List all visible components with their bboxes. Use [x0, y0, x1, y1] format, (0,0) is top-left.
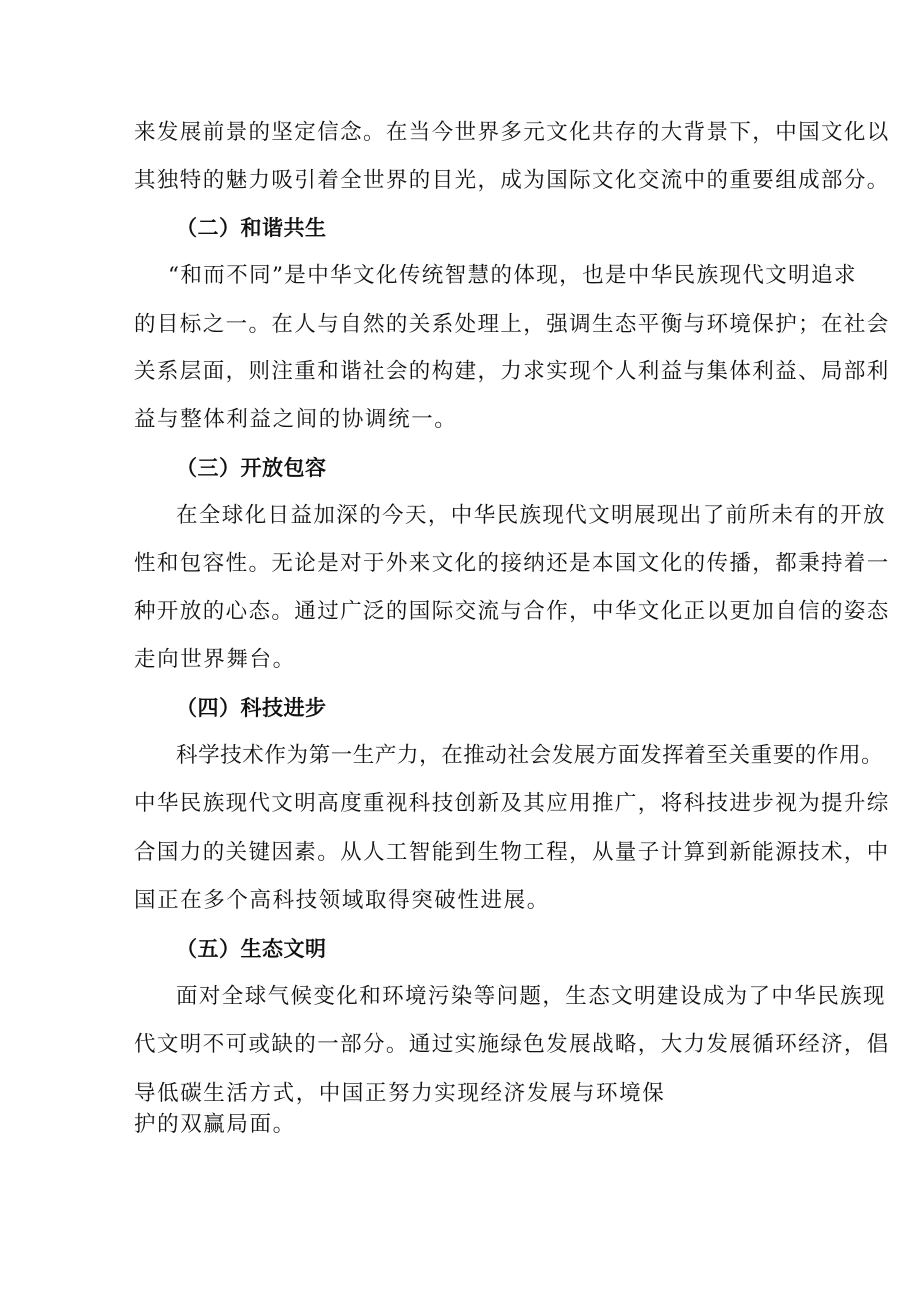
paragraph-line: “和而不同”是中华文化传统智慧的体现，也是中华民族现代文明追求	[168, 263, 857, 288]
paragraph-line: 面对全球气候变化和环境污染等问题，生态文明建设成为了中华民族现	[176, 984, 886, 1009]
section-heading-ecology: （五）生态文明	[176, 936, 327, 961]
paragraph-line: 性和包容性。无论是对于外来文化的接纳还是本国文化的传播，都秉持着一	[134, 551, 890, 576]
section-heading-openness: （三）开放包容	[176, 455, 327, 480]
paragraph-line: 合国力的关键因素。从人工智能到生物工程，从量子计算到新能源技术，中	[134, 840, 890, 865]
paragraph-line: 科学技术作为第一生产力，在推动社会发展方面发挥着至关重要的作用。	[176, 743, 884, 768]
paragraph-line: 其独特的魅力吸引着全世界的目光，成为国际文化交流中的重要组成部分。	[134, 168, 890, 193]
paragraph-line: 益与整体利益之间的协调统一。	[134, 407, 458, 432]
paragraph-line: 国正在多个高科技领域取得突破性进展。	[134, 888, 550, 913]
paragraph-line: 代文明不可或缺的一部分。通过实施绿色发展战略，大力发展循环经济，倡	[134, 1032, 890, 1057]
paragraph-line: 中华民族现代文明高度重视科技创新及其应用推广，将科技进步视为提升综	[134, 791, 890, 816]
paragraph-line: 护的双赢局面。	[134, 1112, 296, 1137]
paragraph-line: 在全球化日益加深的今天，中华民族现代文明展现出了前所未有的开放	[176, 503, 886, 528]
section-heading-technology: （四）科技进步	[176, 695, 327, 720]
paragraph-line: 来发展前景的坚定信念。在当今世界多元文化共存的大背景下，中国文化以	[134, 120, 890, 145]
paragraph-line: 的目标之一。在人与自然的关系处理上，强调生态平衡与环境保护；在社会	[134, 312, 890, 337]
section-heading-harmony: （二）和谐共生	[176, 215, 327, 240]
paragraph-line: 关系层面，则注重和谐社会的构建，力求实现个人利益与集体利益、局部利	[134, 359, 890, 384]
paragraph-line: 种开放的心态。通过广泛的国际交流与合作，中华文化正以更加自信的姿态	[134, 599, 890, 624]
paragraph-line: 走向世界舞台。	[134, 647, 296, 672]
paragraph-line: 导低碳生活方式，中国正努力实现经济发展与环境保	[134, 1081, 666, 1106]
